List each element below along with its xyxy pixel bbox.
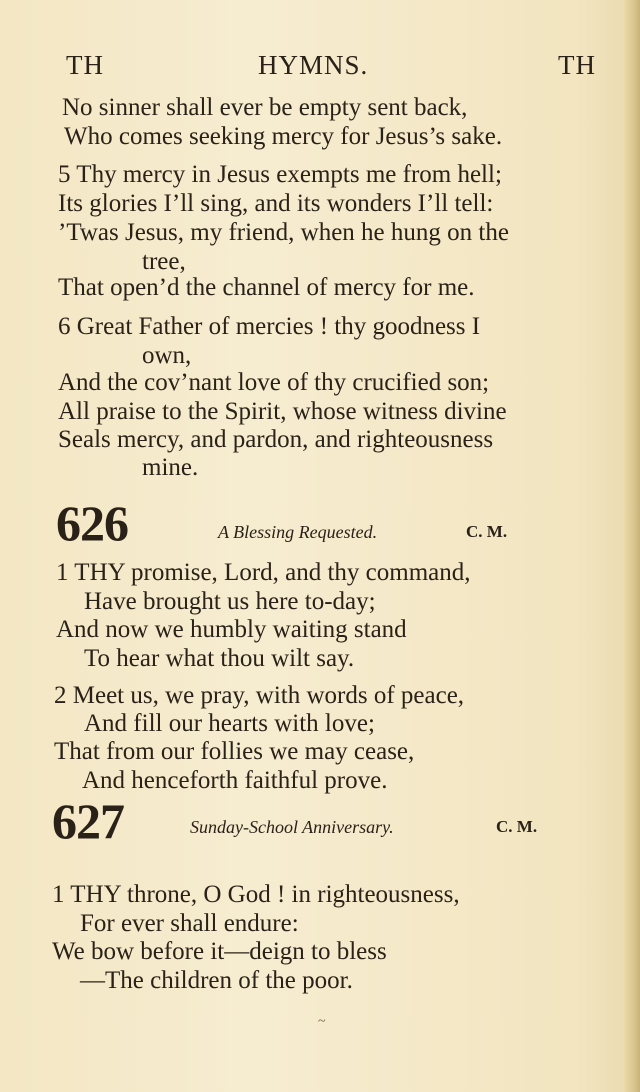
verse-line: All praise to the Spirit, whose witness divine [58,398,507,425]
verse-line: 1 THY throne, O God ! in righteousness, [52,881,460,908]
verse-line: ’Twas Jesus, my friend, when he hung on the [58,219,509,246]
running-header [66,50,596,84]
verse-line: Its glories I’ll sing, and its wonders I’ll tell: [58,190,494,217]
verse-line: No sinner shall ever be empty sent back, [62,94,468,121]
hymn-title: Sunday-School Anniversary. [190,817,394,837]
hymn-meter: C. M. [466,522,508,541]
verse-line: Who comes seeking mercy for Jesus’s sake. [64,123,503,150]
header-right: TH [558,50,596,80]
verse-line: —The children of the poor. [80,967,353,994]
verse-line: And henceforth faithful prove. [82,767,388,794]
page-edge [624,0,640,1092]
header-title: HYMNS. [258,50,369,80]
verse-line: own, [142,342,192,369]
verse-line: That open’d the channel of mercy for me. [58,274,475,301]
verse-line: And now we humbly waiting stand [56,616,407,643]
verse-line: mine. [142,454,199,481]
hymn-title: A Blessing Requested. [218,522,378,542]
verse-line: 6 Great Father of mercies ! thy goodness I [58,313,481,340]
verse-line: tree, [142,248,186,275]
verse-line: To hear what thou wilt say. [84,645,355,672]
ink-mark: ~ [318,1014,326,1029]
hymn-number: 627 [52,793,124,849]
verse-line: That from our follies we may cease, [54,738,415,765]
verse-line: Have brought us here to-day; [84,588,376,615]
verse-line: 2 Meet us, we pray, with words of peace, [54,682,465,709]
verse-line: 5 Thy mercy in Jesus exempts me from hell; [58,161,502,188]
verse-line: And fill our hearts with love; [84,710,375,737]
header-left: TH [66,50,104,80]
verse-line: 1 THY promise, Lord, and thy command, [56,559,471,586]
hymn-meter: C. M. [496,817,538,836]
verse-line: Seals mercy, and pardon, and righteousness [58,426,494,453]
verse-line: For ever shall endure: [80,910,299,937]
hymn-number: 626 [56,495,128,551]
verse-line: We bow before it—deign to bless [52,938,387,965]
verse-line: And the cov’nant love of thy crucified son; [58,369,490,396]
